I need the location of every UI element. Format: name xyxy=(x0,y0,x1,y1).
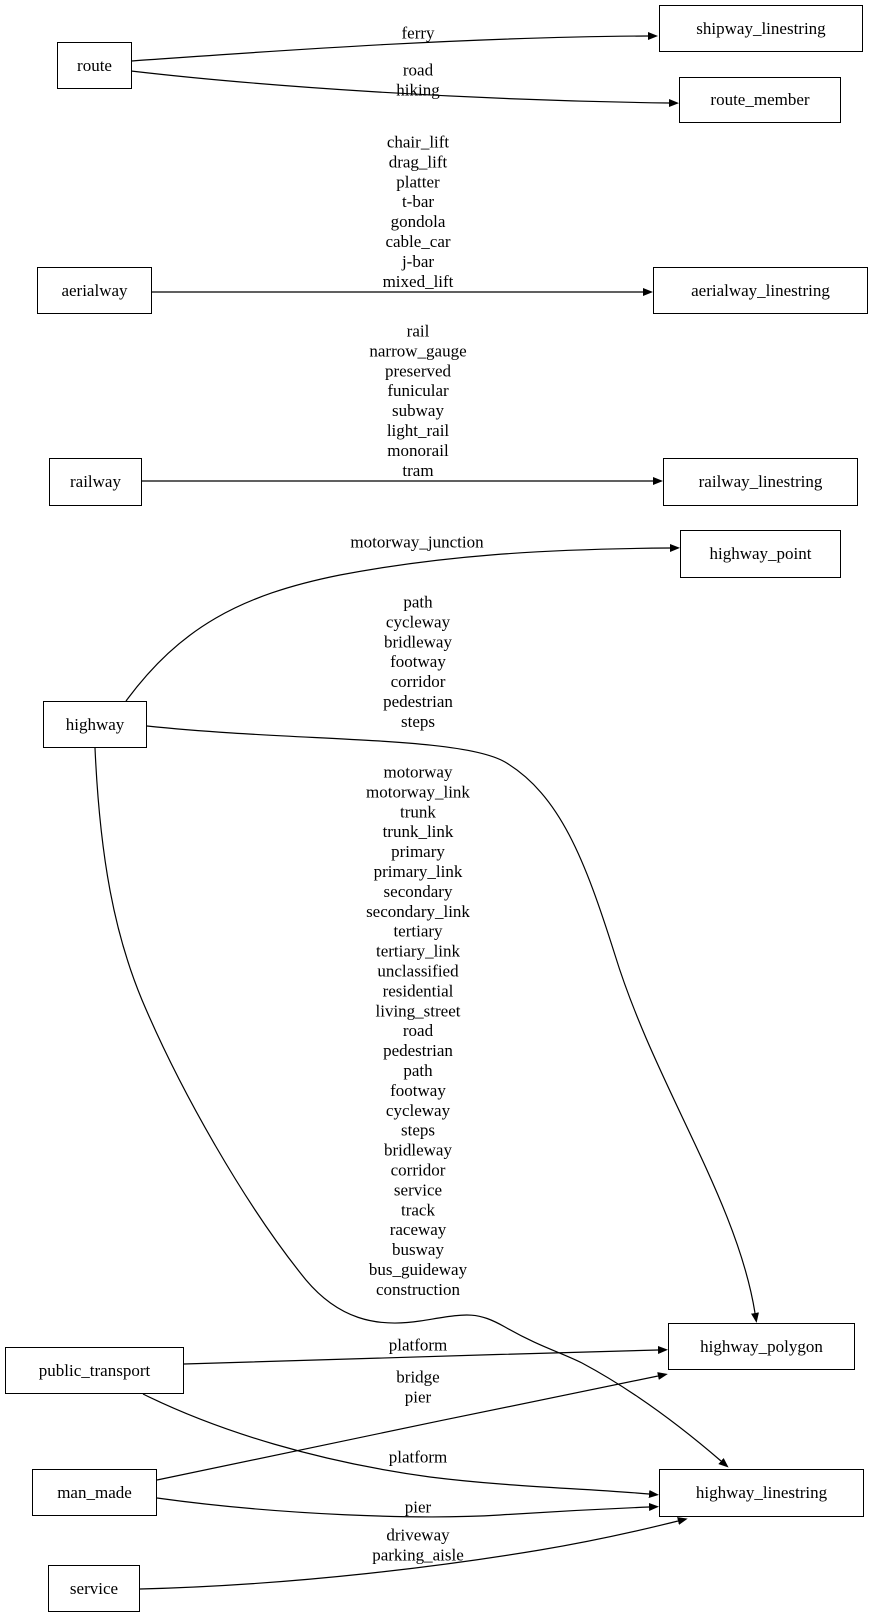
edge-label-highway-to-highway_polygon-line-4: corridor xyxy=(390,672,446,692)
node-label-highway_polygon: highway_polygon xyxy=(700,1336,823,1356)
edge-label-railway-to-railway_linestring-line-0: rail xyxy=(406,321,430,341)
edge-label-aerialway-to-aerialway_linestring-line-2: platter xyxy=(396,172,440,192)
edge-label-highway-to-highway_linestring-line-16: footway xyxy=(390,1080,446,1100)
edge-label-railway-to-railway_linestring-line-7: tram xyxy=(402,460,434,480)
edge-label-highway-to-highway_polygon-line-1: cycleway xyxy=(385,612,451,632)
edge-label-highway-to-highway_linestring-line-23: raceway xyxy=(389,1220,447,1240)
edge-label-highway-to-highway_linestring-line-15: path xyxy=(403,1061,433,1080)
node-label-service: service xyxy=(69,1578,119,1598)
edge-label-railway-to-railway_linestring-line-1: narrow_gauge xyxy=(369,341,467,361)
node-label-railway: railway xyxy=(70,472,121,491)
edge-label-highway-to-highway_linestring-line-9: tertiary_link xyxy=(375,941,461,961)
edge-label-highway-to-highway_linestring-line-1: motorway_link xyxy=(366,782,470,802)
edge-label-aerialway-to-aerialway_linestring-line-4: gondola xyxy=(390,212,446,232)
node-label-route_member: route_member xyxy=(710,90,810,109)
edge-label-highway-to-highway_linestring-line-11: residential xyxy=(382,981,454,1001)
edge-label-highway-to-highway_linestring-line-2: trunk xyxy=(400,802,436,822)
node-railway xyxy=(49,458,142,506)
node-aerialway_linestring xyxy=(653,267,868,314)
edge-label-highway-to-highway_linestring-line-12: living_street xyxy=(375,1001,461,1021)
edge-label-railway-to-railway_linestring-line-5: light_rail xyxy=(386,421,450,440)
edge-label-route-to-route_member-line-0: road xyxy=(402,60,434,80)
edge-label-highway-to-highway_polygon-line-3: footway xyxy=(390,652,446,672)
edge-label-highway-to-highway_point-line-0: motorway_junction xyxy=(350,532,484,552)
edge-label-public_transport-to-highway_polygon-line-0: platform xyxy=(388,1335,448,1355)
edge-label-highway-to-highway_linestring-line-6: secondary xyxy=(383,881,453,901)
node-aerialway xyxy=(37,267,152,314)
edge-label-highway-to-highway_linestring-line-25: bus_guideway xyxy=(368,1260,468,1279)
edge-label-railway-to-railway_linestring-line-6: monorail xyxy=(387,440,449,460)
edge-label-highway-to-highway_linestring-line-3: trunk_link xyxy=(382,822,454,842)
edge-label-highway-to-highway_polygon-line-5: pedestrian xyxy=(383,692,453,711)
edge-label-route-to-shipway_linestring-line-0: ferry xyxy=(401,23,435,43)
node-service xyxy=(48,1565,140,1612)
edge-label-highway-to-highway_linestring-line-24: busway xyxy=(392,1240,444,1260)
node-label-aerialway: aerialway xyxy=(61,280,128,300)
edge-label-railway-to-railway_linestring-line-4: subway xyxy=(392,401,444,421)
edge-label-man_made-to-highway_linestring-line-0: pier xyxy=(404,1497,432,1517)
node-label-highway_linestring: highway_linestring xyxy=(695,1483,828,1502)
edge-man_made-to-highway_linestring xyxy=(157,1498,649,1517)
edge-label-highway-to-highway_polygon-line-6: steps xyxy=(401,711,435,731)
edge-label-highway-to-highway_linestring-line-5: primary_link xyxy=(373,862,463,881)
edge-label-railway-to-railway_linestring-line-3: funicular xyxy=(387,381,449,401)
node-label-railway_linestring: railway_linestring xyxy=(698,472,823,491)
edge-label-aerialway-to-aerialway_linestring-line-3: t-bar xyxy=(401,192,435,212)
node-label-shipway_linestring: shipway_linestring xyxy=(696,18,826,38)
edge-route-to-shipway_linestring xyxy=(131,36,648,61)
edge-label-route-to-route_member-line-1: hiking xyxy=(396,80,440,100)
edge-label-highway-to-highway_linestring-line-4: primary xyxy=(391,842,445,862)
edge-label-highway-to-highway_linestring-line-18: steps xyxy=(401,1120,435,1140)
edge-label-highway-to-highway_linestring-line-7: secondary_link xyxy=(366,901,470,921)
node-label-public_transport: public_transport xyxy=(38,1360,151,1380)
edge-label-highway-to-highway_linestring-line-19: bridleway xyxy=(384,1140,452,1160)
node-route_member xyxy=(679,77,841,123)
edge-label-highway-to-highway_linestring-line-10: unclassified xyxy=(377,961,459,981)
edge-label-highway-to-highway_linestring-line-0: motorway xyxy=(383,762,453,782)
edge-label-aerialway-to-aerialway_linestring-line-7: mixed_lift xyxy=(382,271,454,291)
edge-label-highway-to-highway_polygon-line-2: bridleway xyxy=(384,632,452,652)
edge-label-highway-to-highway_linestring-line-8: tertiary xyxy=(393,921,443,941)
node-highway_point xyxy=(680,530,841,578)
edge-label-aerialway-to-aerialway_linestring-line-1: drag_lift xyxy=(388,152,448,172)
node-public_transport xyxy=(5,1347,184,1394)
node-highway_linestring xyxy=(659,1469,864,1517)
edges-group xyxy=(95,24,755,1590)
node-shipway_linestring xyxy=(659,5,863,52)
edge-label-aerialway-to-aerialway_linestring-line-0: chair_lift xyxy=(386,132,450,152)
edge-label-highway-to-highway_linestring-line-20: corridor xyxy=(390,1160,446,1180)
node-label-highway: highway xyxy=(65,714,125,734)
edge-label-highway-to-highway_polygon-line-0: path xyxy=(403,592,433,612)
node-route xyxy=(57,42,132,89)
node-label-highway_point: highway_point xyxy=(709,544,812,563)
edge-label-service-to-highway_linestring-line-0: driveway xyxy=(386,1525,450,1545)
node-highway_polygon xyxy=(668,1323,855,1370)
edge-label-highway-to-highway_linestring-line-21: service xyxy=(393,1180,443,1200)
edge-public_transport-to-highway_linestring xyxy=(143,1394,649,1494)
node-man_made xyxy=(32,1469,157,1516)
edge-label-highway-to-highway_linestring-line-26: construction xyxy=(375,1279,461,1299)
edge-label-railway-to-railway_linestring-line-2: preserved xyxy=(384,361,452,381)
edge-label-aerialway-to-aerialway_linestring-line-6: j-bar xyxy=(401,251,435,271)
edge-label-highway-to-highway_linestring-line-17: cycleway xyxy=(385,1100,451,1120)
node-railway_linestring xyxy=(663,458,858,506)
node-highway xyxy=(43,701,147,748)
edge-label-public_transport-to-highway_linestring-line-0: platform xyxy=(388,1447,448,1467)
edge-label-highway-to-highway_linestring-line-22: track xyxy=(401,1200,435,1220)
edge-label-highway-to-highway_linestring-line-14: pedestrian xyxy=(383,1041,453,1061)
node-label-route: route xyxy=(77,55,112,75)
node-label-man_made: man_made xyxy=(57,1482,132,1502)
edge-label-man_made-to-highway_polygon-line-0: bridge xyxy=(396,1367,440,1387)
edge-label-man_made-to-highway_polygon-line-1: pier xyxy=(404,1387,432,1407)
edge-label-aerialway-to-aerialway_linestring-line-5: cable_car xyxy=(385,232,451,251)
node-label-aerialway_linestring: aerialway_linestring xyxy=(691,280,830,300)
edge-label-service-to-highway_linestring-line-1: parking_aisle xyxy=(372,1545,464,1565)
edge-label-highway-to-highway_linestring-line-13: road xyxy=(402,1021,434,1041)
